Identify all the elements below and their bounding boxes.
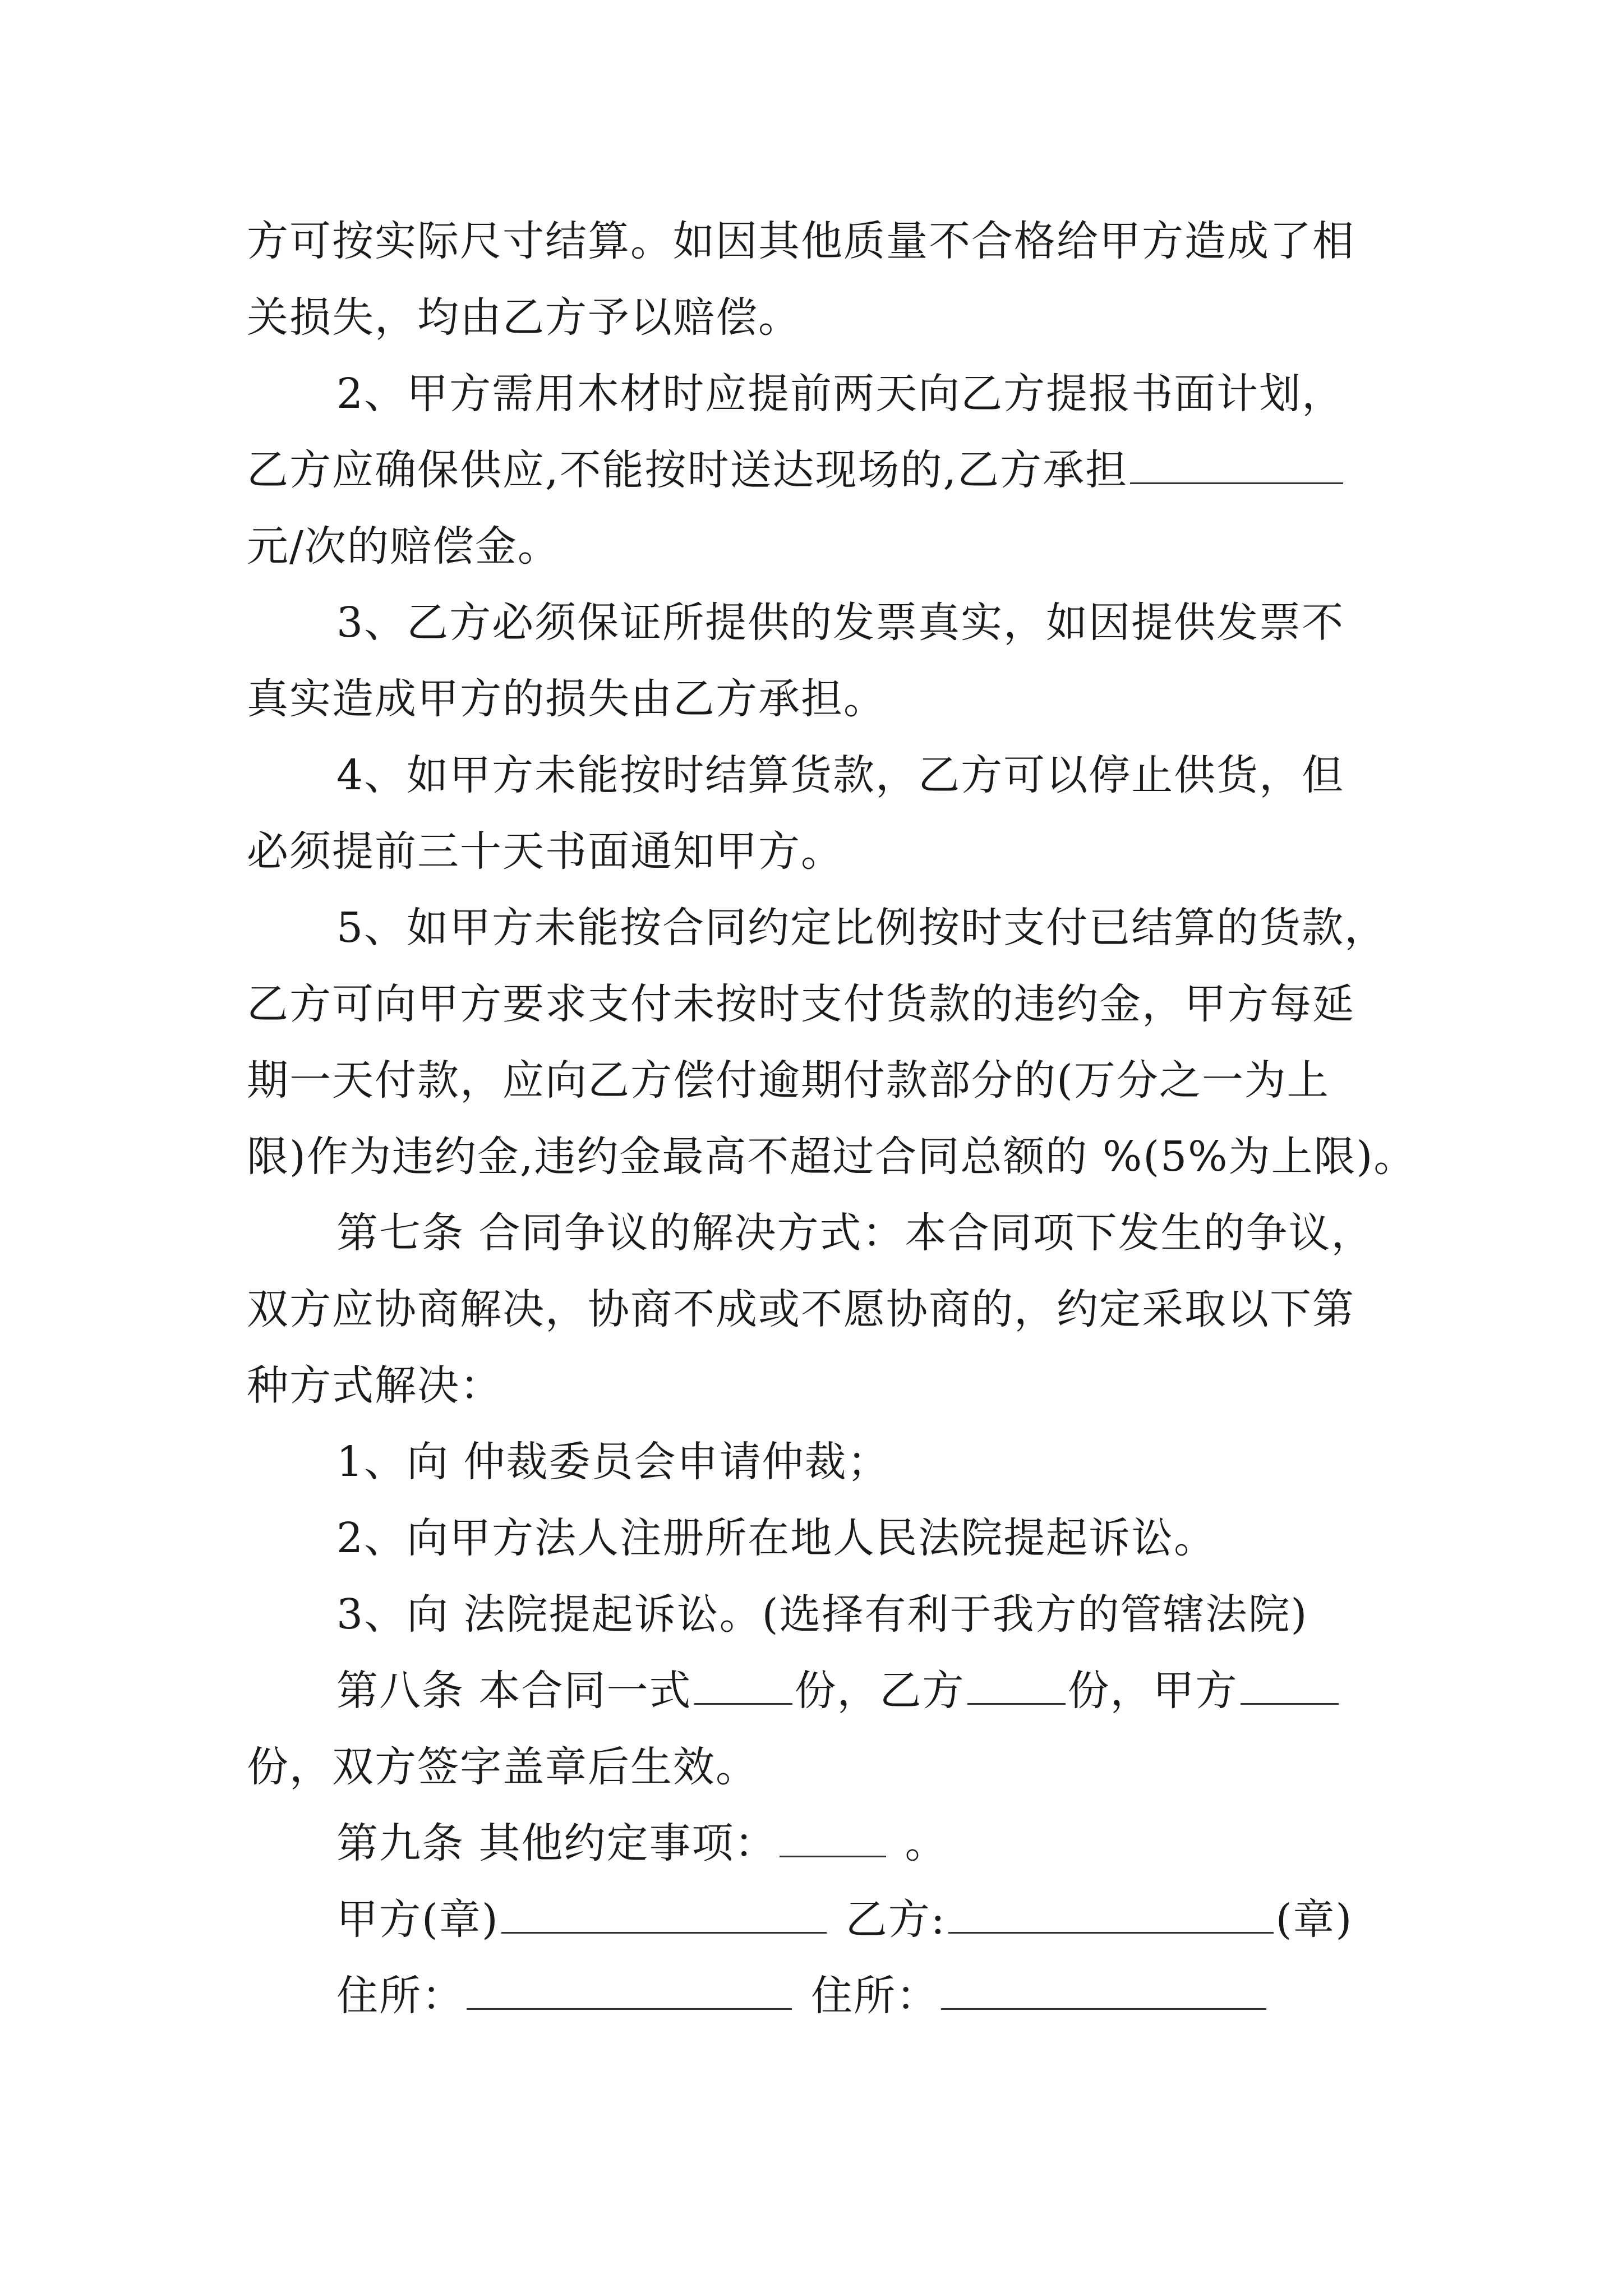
dispute-option-1: 1、向 仲裁委员会申请仲裁；	[336, 1438, 890, 1486]
party-b-address-blank[interactable]	[941, 1969, 1266, 2010]
party-a-signature-blank[interactable]	[501, 1893, 827, 1934]
clause-5-line: 5、如甲方未能按合同约定比例按时支付已结算的货款，	[336, 904, 1387, 952]
dispute-option-2: 2、向甲方法人注册所在地人民法院提起诉讼。	[336, 1514, 1217, 1562]
article-8-text: 第八条 本合同一式	[336, 1667, 692, 1715]
article-7-line: 第七条 合同争议的解决方式：本合同项下发生的争议，	[336, 1209, 1374, 1257]
clause-4-line: 必须提前三十天书面通知甲方。	[247, 827, 843, 876]
clause-2-text: 乙方应确保供应,不能按时送达现场的,乙方承担	[247, 446, 1128, 494]
party-b-seal-label: (章)	[1275, 1895, 1353, 1944]
party-b-copies-blank[interactable]	[967, 1664, 1066, 1705]
article-7-line: 双方应协商解决，协商不成或不愿协商的，约定采取以下第	[247, 1285, 1355, 1333]
address-line	[336, 1968, 1269, 2024]
article-7-line: 种方式解决：	[247, 1361, 502, 1410]
clause-3-line: 3、乙方必须保证所提供的发票真实，如因提供发票不	[336, 599, 1345, 647]
party-a-copies-blank[interactable]	[1241, 1664, 1339, 1705]
compensation-amount-blank[interactable]	[1130, 443, 1343, 484]
article-9-text: 第九条 其他约定事项：	[336, 1819, 777, 1867]
party-a-seal-label: 甲方(章)	[336, 1895, 499, 1944]
party-b-address-label: 住所：	[811, 1972, 939, 2020]
article-8-line	[336, 1663, 1341, 1719]
clause-5-line: 乙方可向甲方要求支付未按时支付货款的违约金，甲方每延	[247, 980, 1355, 1028]
party-b-label: 乙方:	[845, 1895, 946, 1944]
article-9-period: 。	[905, 1819, 948, 1867]
other-matters-blank[interactable]	[780, 1816, 886, 1857]
party-a-address-label: 住所：	[336, 1972, 464, 2020]
clause-2-line: 2、甲方需用木材时应提前两天向乙方提报书面计划，	[336, 370, 1345, 418]
article-9-line	[336, 1815, 948, 1871]
party-b-signature-blank[interactable]	[948, 1893, 1274, 1934]
paragraph-line: 关损失，均由乙方予以赔偿。	[247, 293, 801, 342]
article-8-text: 份，甲方	[1067, 1667, 1238, 1715]
party-a-address-blank[interactable]	[467, 1969, 792, 2010]
clause-4-line: 4、如甲方未能按时结算货款，乙方可以停止供货，但	[336, 751, 1345, 799]
paragraph-line: 方可按实际尺寸结算。如因其他质量不合格给甲方造成了相	[247, 217, 1355, 265]
dispute-option-3: 3、向 法院提起诉讼。(选择有利于我方的管辖法院)	[336, 1590, 1308, 1639]
clause-2-line	[247, 442, 1345, 498]
article-8-text: 份，乙方	[794, 1667, 965, 1715]
article-8-line: 份，双方签字盖章后生效。	[247, 1743, 758, 1791]
clause-2-line: 元/次的赔偿金。	[247, 522, 560, 570]
clause-5-line: 限)作为违约金,违约金最高不超过合同总额的 %(5%为上限)。	[247, 1133, 1417, 1181]
signature-line	[336, 1892, 1353, 1948]
clause-3-line: 真实造成甲方的损失由乙方承担。	[247, 675, 886, 723]
total-copies-blank[interactable]	[694, 1664, 792, 1705]
clause-5-line: 期一天付款，应向乙方偿付逾期付款部分的(万分之一为上	[247, 1056, 1330, 1105]
